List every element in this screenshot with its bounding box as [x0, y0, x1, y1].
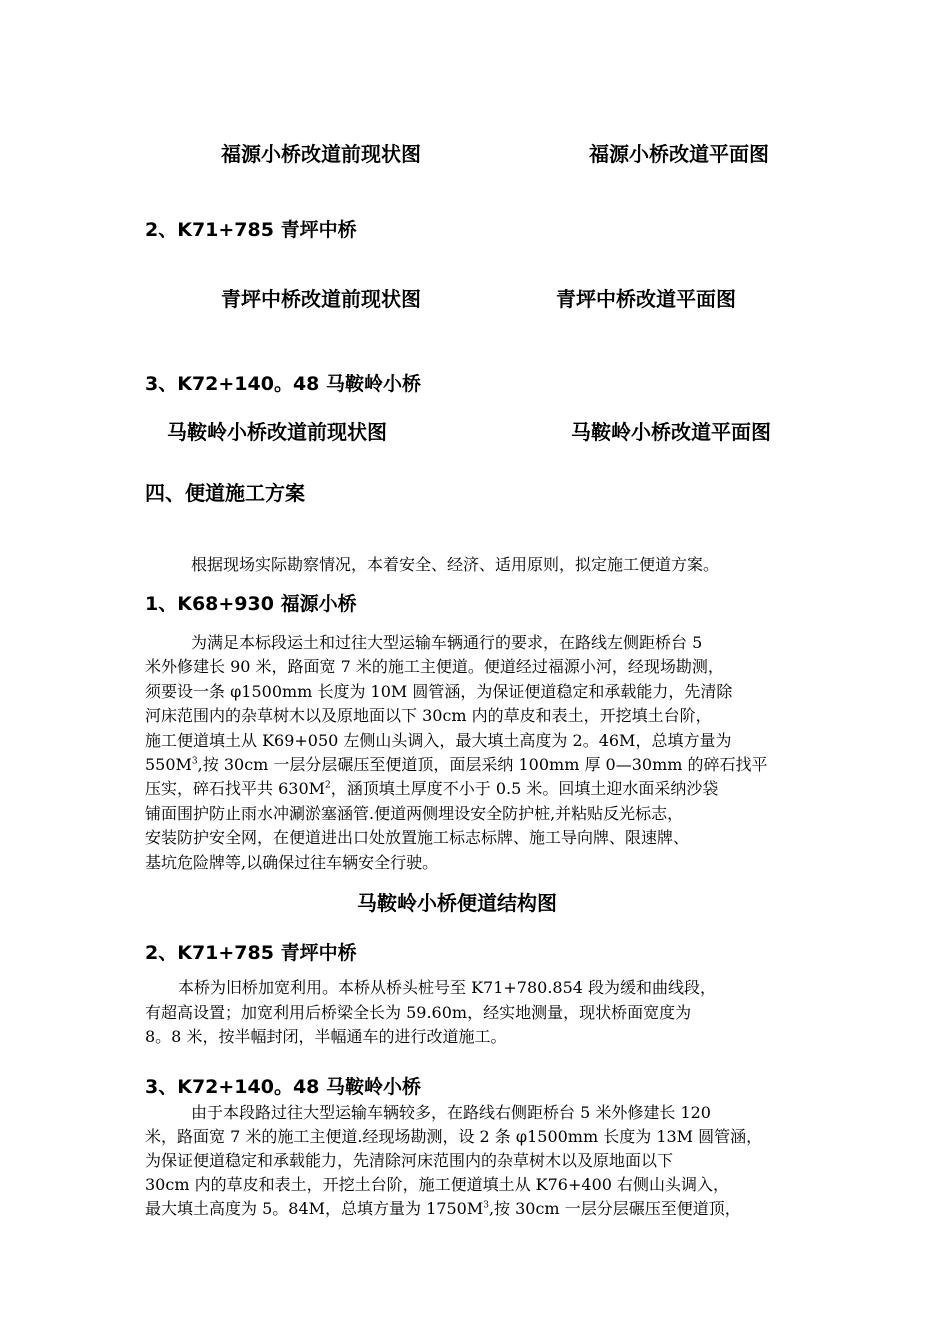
- paragraph-line: 压实，碎石找平共 $630M^2$，涵顶填土厚度不小于 0.5 米。回填土迎水面采纳沙袋: [145, 779, 719, 798]
- section-4-intro: 根据现场实际勘察情况，本着安全、经济、适用原则，拟定施工便道方案。: [191, 555, 720, 574]
- caption-qingping-plan: 青坪中桥改道平面图: [556, 287, 736, 311]
- paragraph-line: 铺面围护防止雨水冲涮淤塞涵管.便道两侧埋设安全防护桩,并粘贴反光标志，: [145, 804, 684, 823]
- paragraph-line: 米，路面宽 7 米的施工主便道.经现场勘测，设 2 条 φ1500mm 长度为 13M 圆管涵，: [145, 1127, 763, 1146]
- paragraph-line: 有超高设置；加宽利用后桥梁全长为 59.60m，经实地测量，现状桥面宽度为: [145, 1003, 692, 1022]
- paragraph-line: 施工便道填土从 K69+050 左侧山头调入，最大填土高度为 2。46M，总填方量为: [145, 731, 732, 750]
- caption-maanling-plan: 马鞍岭小桥改道平面图: [571, 420, 771, 444]
- heading-qingping-top: 2、K71+785 青坪中桥: [145, 219, 357, 241]
- paragraph-line: $550M^3$,按 30cm 一层分层碾压至便道顶，面层采纳 100mm 厚 0—30mm 的碎石找平: [145, 755, 768, 774]
- caption-qingping-before: 青坪中桥改道前现状图: [221, 287, 421, 311]
- paragraph-line: 为满足本标段运土和过往大型运输车辆通行的要求，在路线左侧距桥台 5: [191, 633, 703, 652]
- caption-maanling-before: 马鞍岭小桥改道前现状图: [167, 420, 387, 444]
- paragraph-line: 河床范围内的杂草树木以及原地面以下 30cm 内的草皮和表土，开挖填土台阶，: [145, 706, 712, 725]
- paragraph-line: 米外修建长 90 米，路面宽 7 米的施工主便道。便道经过福源小河，经现场勘测，: [145, 657, 724, 676]
- section-4-item1-title: 1、K68+930 福源小桥: [145, 593, 357, 615]
- paragraph-line: 为保证便道稳定和承载能力，先清除河床范围内的杂草树木以及原地面以下: [145, 1151, 674, 1170]
- caption-fuyuan-before: 福源小桥改道前现状图: [221, 142, 421, 166]
- paragraph-line: 由于本段路过往大型运输车辆较多，在路线右侧距桥台 5 米外修建长 120: [191, 1103, 711, 1122]
- paragraph-line: 安装防护安全网，在便道进出口处放置施工标志标牌、施工导向牌、限速牌、: [145, 828, 690, 847]
- paragraph-line: 8。8 米，按半幅封闭，半幅通车的进行改道施工。: [145, 1027, 507, 1046]
- section-4-title: 四、便道施工方案: [145, 481, 305, 505]
- section-4-item3-title: 3、K72+140。48 马鞍岭小桥: [145, 1076, 422, 1098]
- paragraph-line: 30cm 内的草皮和表土，开挖土台阶，施工便道填土从 K76+400 右侧山头调入，: [145, 1175, 730, 1194]
- paragraph-line: 须要设一条 φ1500mm 长度为 10M 圆管涵，为保证便道稳定和承载能力，先清除: [145, 682, 733, 701]
- section-4-item2-title: 2、K71+785 青坪中桥: [145, 942, 357, 964]
- caption-fuyuan-plan: 福源小桥改道平面图: [589, 142, 769, 166]
- heading-maanling-top: 3、K72+140。48 马鞍岭小桥: [145, 373, 422, 395]
- paragraph-line: 基坑危险牌等,以确保过往车辆安全行驶。: [145, 853, 439, 872]
- paragraph-line: 最大填土高度为 5。84M，总填方量为 $1750M^3$,按 30cm 一层分层碾压至便道顶，: [145, 1199, 741, 1218]
- caption-maanling-structure: 马鞍岭小桥便道结构图: [357, 891, 557, 915]
- paragraph-line: 本桥为旧桥加宽利用。本桥从桥头桩号至 K71+780.854 段为缓和曲线段，: [178, 978, 717, 997]
